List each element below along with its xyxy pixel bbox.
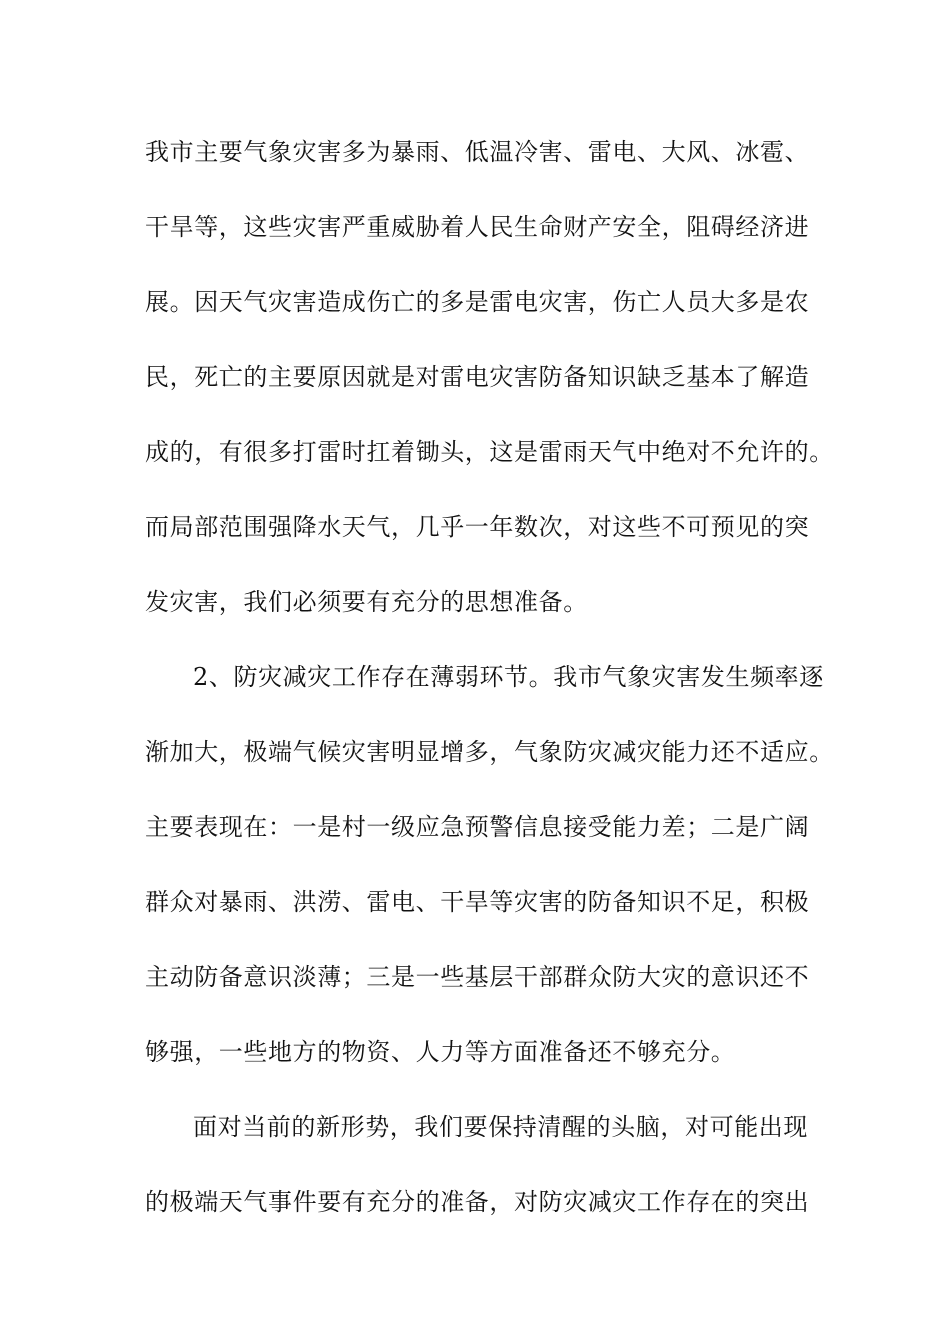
paragraph-2-first-line: 2、防灾减灾工作存在薄弱环节。我市气象灾害发生频率逐 xyxy=(193,663,824,691)
text-line-2: 干旱等，这些灾害严重威胁着人民生命财产安全，阻碍经济进 xyxy=(145,213,810,241)
text-line-11: 群众对暴雨、洪涝、雷电、干旱等灾害的防备知识不足，积极 xyxy=(145,888,810,916)
text-line-4: 民，死亡的主要原因就是对雷电灾害防备知识缺乏基本了解造 xyxy=(145,363,810,391)
text-line-15: 的极端天气事件要有充分的准备，对防灾减灾工作存在的突出 xyxy=(145,1188,810,1216)
text-line-6: 而局部范围强降水天气，几乎一年数次，对这些不可预见的突 xyxy=(145,513,810,541)
text-line-12: 主动防备意识淡薄；三是一些基层干部群众防大灾的意识还不 xyxy=(145,963,810,991)
text-line-7: 发灾害，我们必须要有充分的思想准备。 xyxy=(145,588,588,616)
text-line-5: 成的，有很多打雷时扛着锄头，这是雷雨天气中绝对不允许的。 xyxy=(145,438,834,466)
text-line-9: 渐加大，极端气候灾害明显增多，气象防灾减灾能力还不适应。 xyxy=(145,738,834,766)
text-line-1: 我市主要气象灾害多为暴雨、低温冷害、雷电、大风、冰雹、 xyxy=(145,138,810,166)
paragraph-3-first-line: 面对当前的新形势，我们要保持清醒的头脑，对可能出现 xyxy=(193,1113,808,1141)
text-line-13: 够强，一些地方的物资、人力等方面准备还不够充分。 xyxy=(145,1038,736,1066)
text-line-3: 展。因天气灾害造成伤亡的多是雷电灾害，伤亡人员大多是农 xyxy=(145,288,810,316)
text-line-10: 主要表现在：一是村一级应急预警信息接受能力差；二是广阔 xyxy=(145,813,810,841)
